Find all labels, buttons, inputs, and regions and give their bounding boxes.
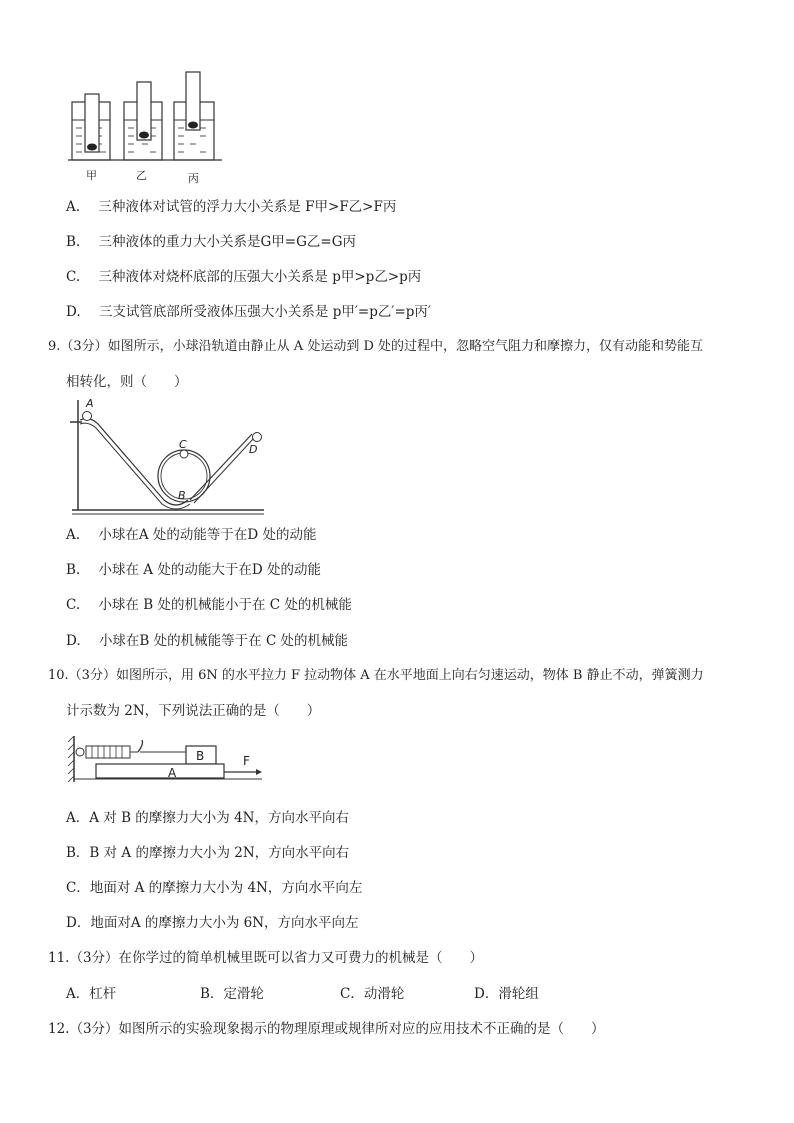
- q10-option-a[interactable]: A．A 对 B 的摩擦力大小为 4N，方向水平向右: [66, 810, 349, 826]
- q9-option-c-text: 小球在 B 处的机械能小于在 C 处的机械能: [98, 597, 352, 613]
- q11-option-a[interactable]: A．杠杆: [66, 986, 117, 1002]
- q11-option-c[interactable]: C．动滑轮: [340, 986, 405, 1002]
- q10-stem-line2: 计示数为 2N，下列说法正确的是（ ）: [66, 703, 321, 719]
- q9-stem-line1: 9.（3分）如图所示，小球沿轨道由静止从 A 处运动到 D 处的过程中，忽略空气阻力和摩擦力，仅有动能和势能互: [48, 339, 704, 354]
- q8-option-b-letter: B.: [66, 234, 81, 250]
- q11-option-d[interactable]: D．滑轮组: [474, 986, 539, 1002]
- q10-option-d[interactable]: D．地面对A 的摩擦力大小为 6N，方向水平向左: [66, 915, 359, 931]
- q8-option-d-letter: D.: [66, 304, 81, 320]
- q9-option-b[interactable]: [66, 561, 321, 579]
- q8-option-c[interactable]: [66, 268, 421, 286]
- q8-option-b[interactable]: [66, 233, 356, 251]
- q9-option-d[interactable]: [66, 632, 348, 650]
- q9-option-b-letter: B.: [66, 562, 81, 578]
- q9-option-a[interactable]: [66, 526, 317, 544]
- q9-label-b: B: [178, 489, 186, 502]
- q8-option-c-text: 三种液体对烧杯底部的压强大小关系是 p甲>p乙>p丙: [98, 269, 422, 285]
- q9-label-a: A: [86, 397, 94, 410]
- q9-option-d-letter: D.: [66, 633, 81, 649]
- q8-option-a[interactable]: [66, 198, 396, 216]
- q11-stem: 11.（3分）在你学过的简单机械里既可以省力又可费力的机械是（ ）: [48, 950, 484, 966]
- q8-option-a-text: 三种液体对试管的浮力大小关系是 F甲>F乙>F丙: [98, 199, 397, 215]
- q10-spring-figure: [66, 732, 266, 788]
- q10-label-b: B: [196, 749, 205, 763]
- q9-track-figure: [66, 396, 266, 516]
- q8-option-c-letter: C.: [66, 269, 81, 285]
- q9-stem-line2: 相转化，则（ ）: [66, 374, 188, 390]
- q9-option-c[interactable]: [66, 596, 352, 614]
- q9-option-c-letter: C.: [66, 597, 81, 613]
- q9-option-b-text: 小球在 A 处的动能大于在D 处的动能: [98, 562, 321, 578]
- q8-option-d-text: 三支试管底部所受液体压强大小关系是 p甲′=p乙′=p丙′: [98, 304, 431, 320]
- q9-label-d: D: [249, 443, 258, 456]
- q8-option-b-text: 三种液体的重力大小关系是G甲=G乙=G丙: [98, 234, 356, 250]
- q10-label-a: A: [168, 766, 177, 780]
- q9-option-d-text: 小球在B 处的机械能等于在 C 处的机械能: [98, 633, 349, 649]
- q8-label-yi: 乙: [136, 169, 147, 182]
- q9-option-a-letter: A.: [66, 527, 81, 543]
- q10-option-b[interactable]: B．B 对 A 的摩擦力大小为 2N，方向水平向右: [66, 845, 350, 861]
- q8-beakers-figure: [66, 70, 226, 180]
- q9-option-a-text: 小球在A 处的动能等于在D 处的动能: [98, 527, 317, 543]
- q8-label-jia: 甲: [86, 169, 97, 182]
- q10-option-c[interactable]: C．地面对 A 的摩擦力大小为 4N，方向水平向左: [66, 880, 363, 896]
- q12-stem: 12.（3分）如图所示的实验现象揭示的物理原理或规律所对应的应用技术不正确的是（ ）: [48, 1021, 605, 1037]
- q10-label-f: F: [243, 754, 250, 768]
- q8-label-bing: 丙: [188, 172, 199, 185]
- q10-stem-line1: 10.（3分）如图所示，用 6N 的水平拉力 F 拉动物体 A 在水平地面上向右匀速运动，物体 B 静止不动，弹簧测力: [48, 668, 704, 683]
- q11-option-b[interactable]: B．定滑轮: [200, 986, 264, 1002]
- q8-option-d[interactable]: [66, 303, 431, 321]
- q8-option-a-letter: A.: [66, 199, 81, 215]
- q9-label-c: C: [179, 438, 187, 451]
